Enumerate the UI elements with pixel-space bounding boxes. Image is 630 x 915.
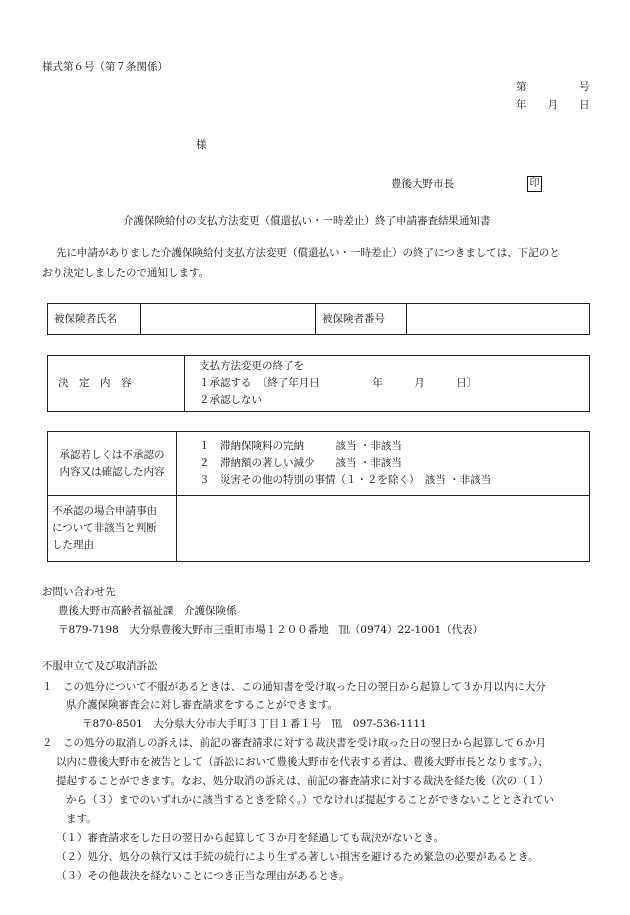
- approval-label-line-1: 承認若しくは不承認の: [59, 448, 165, 461]
- document-date: 年 月 日: [516, 99, 590, 111]
- intro-line-2: おり決定しましたので通知します。: [42, 267, 210, 279]
- insured-number-label: 被保険者番号: [316, 304, 407, 335]
- approval-table: [47, 431, 590, 562]
- contact-heading: お問い合わせ先: [42, 586, 116, 598]
- reason-label-line-1: 不承認の場合申請事由: [52, 505, 157, 517]
- appeal-p1-line-1: １ この処分について不服があるときは、この通知書を受け取った日の翌日から起算して３か月以内に大分: [42, 681, 546, 693]
- insured-name-field[interactable]: [141, 304, 316, 335]
- addressee-suffix: 様: [196, 139, 207, 151]
- decision-table: [47, 355, 590, 412]
- appeal-p1-line-2: 県介護保険審査会に対し審査請求をすることができます。: [66, 699, 339, 711]
- insured-number-field[interactable]: [407, 304, 590, 335]
- appeal-p2-line-5: ます。: [66, 813, 97, 825]
- rejection-reason-field[interactable]: [177, 496, 590, 562]
- appeal-p2-line-2: 以内に豊後大野市を被告として（訴訟において豊後大野市を代表する者は、豊後大野市長となります。）、: [56, 756, 549, 768]
- reason-label-line-3: した理由: [52, 539, 94, 551]
- appeal-p1-address: 〒870-8501 大分県大分市大手町３丁目１番１号 ℡ 097-536-1111: [82, 718, 427, 730]
- decision-option-approve[interactable]: １承認する 〔終了年月日 年 月 日〕: [199, 377, 478, 389]
- appeal-heading: 不服申立て及び取消訴訟: [42, 660, 158, 672]
- decision-label: 決 定 内 容: [48, 356, 185, 412]
- appeal-p2-line-3: 提起することができます。なお、処分取消の訴えは、前記の審査請求に対する裁決を経た後（次の（１）: [56, 775, 549, 787]
- form-id: 様式第６号（第７条関係）: [42, 61, 168, 73]
- intro-line-1: 先に申請がありました介護保険給付支払方法変更（償還払い・一時差止）の終了につきましては、下記のと: [56, 247, 560, 259]
- decision-option-reject[interactable]: ２承認しない: [199, 394, 262, 406]
- insured-name-label: 被保険者氏名: [48, 304, 141, 335]
- decision-line-1: 支払方法変更の終了を: [199, 360, 304, 372]
- document-number: 第 号: [516, 81, 590, 93]
- seal-mark: 印: [527, 176, 542, 192]
- rejection-reason-label: [48, 496, 177, 562]
- appeal-p2-line-1: ２ この処分の取消しの訴えは、前記の審査請求に対する裁決書を受け取った日の翌日から起算して６か月: [42, 737, 546, 749]
- approval-item-3[interactable]: ３ 災害その他の特別の事情（１・２を除く） 該当 ・非該当: [199, 474, 492, 486]
- page-title: 介護保険給付の支払方法変更（償還払い・一時差止）終了申請審査結果通知書: [123, 215, 491, 227]
- approval-content-label: [48, 432, 177, 496]
- approval-item-1[interactable]: １ 滞納保険料の完納 該当 ・非該当: [199, 440, 402, 452]
- appeal-item-3: （３）その他裁決を経ないことにつき正当な理由があるとき。: [56, 870, 350, 882]
- appeal-item-1: （１）審査請求をした日の翌日から起算して３か月を経過しても裁決がないとき。: [56, 832, 445, 844]
- appeal-p2-line-4: から（３）までのいずれかに該当するときを除く。）でなければ提起することができないこととされてい: [66, 794, 555, 806]
- appeal-item-2: （２）処分、処分の執行又は手続の続行により生ずる著しい損害を避けるため緊急の必要があるとき。: [56, 851, 539, 863]
- approval-item-2[interactable]: ２ 滞納額の著しい減少 該当 ・非該当: [199, 457, 402, 469]
- approval-label-line-2: 内容又は確認した内容: [59, 465, 165, 478]
- contact-address: 〒879-7198 大分県豊後大野市三重町市場１２００番地 ℡（0974）22-1001（代表）: [58, 624, 484, 636]
- issuer-name: 豊後大野市長: [391, 178, 454, 190]
- reason-label-line-2: について非該当と判断: [52, 522, 157, 534]
- contact-department: 豊後大野市高齢者福祉課 介護保険係: [58, 605, 237, 617]
- insured-table: [47, 303, 590, 335]
